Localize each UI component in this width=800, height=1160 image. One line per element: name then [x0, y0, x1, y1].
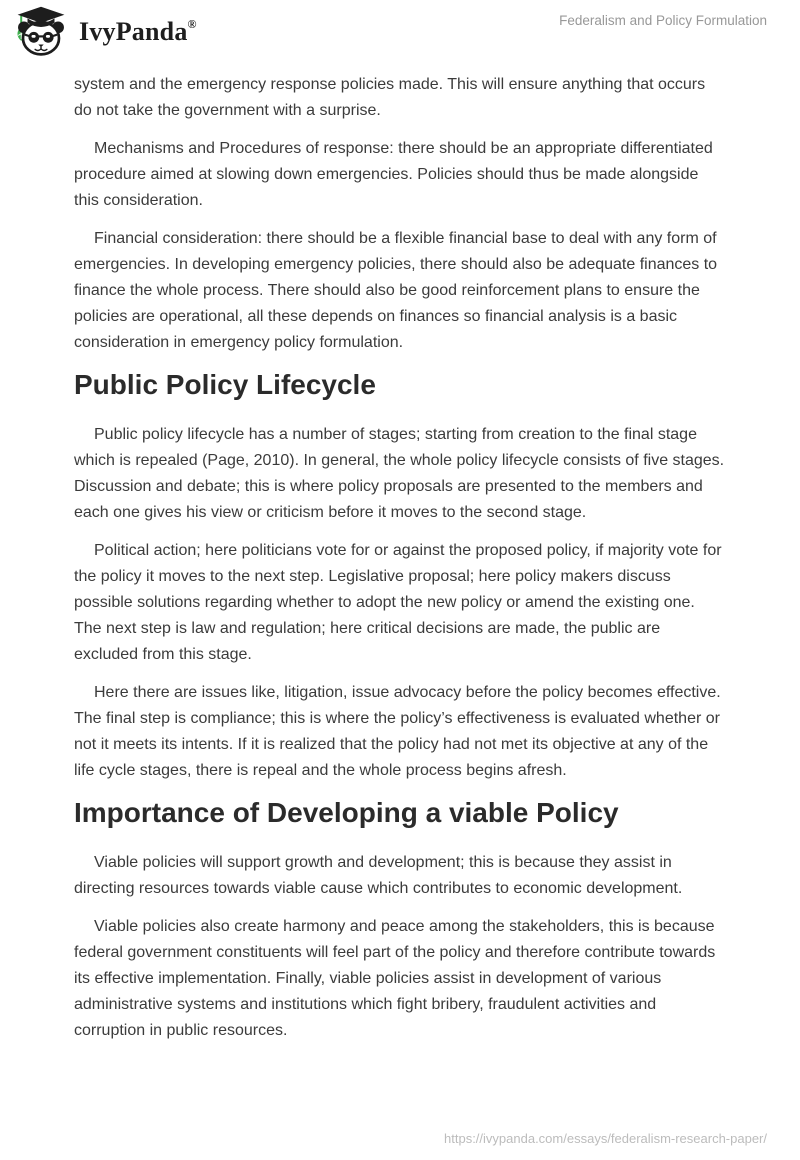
- section-heading: Public Policy Lifecycle: [74, 369, 376, 400]
- section-public-policy-lifecycle: [74, 368, 726, 784]
- document-body: [0, 62, 800, 1044]
- registered-trademark: ®: [187, 16, 197, 31]
- paragraph: Viable policies will support growth and development; this is because they assist in directing resources towards viable cause which contributes to economic development.: [74, 854, 683, 897]
- brand-name-text: IvyPanda: [79, 16, 188, 46]
- paragraph: system and the emergency response policies made. This will ensure anything that occurs do not take the government with a surprise.: [74, 76, 706, 119]
- page-header: [0, 0, 800, 62]
- document-title: Federalism and Policy Formulation: [559, 13, 767, 28]
- brand-name: [79, 18, 197, 45]
- paragraph: Mechanisms and Procedures of response: there should be an appropriate differentiated procedure aimed at slowing down emergencies. Policies should thus be made alongside this consideration.: [74, 140, 713, 209]
- section-importance-viable-policy: [74, 796, 726, 1044]
- paragraph: Here there are issues like, litigation, issue advocacy before the policy becomes effective. The final step is compliance; this is where the policy’s effectiveness is evaluated whether or not it meets its intents. If it is realized that the policy had not met its objective at any of the life cycle stages, there is repeal and the whole process begins afresh.: [74, 684, 721, 779]
- panda-graduate-icon: [14, 4, 68, 58]
- section-continuation: [74, 72, 726, 356]
- page-footer: [444, 1130, 767, 1148]
- paragraph: Political action; here politicians vote for or against the proposed policy, if majority vote for the policy it moves to the next step. Legislative proposal; here policy makers discuss possible solutions regarding whether to adopt the new policy or amend the existing one. The next step is law and regulation; here critical decisions are made, the public are excluded from this stage.: [74, 542, 722, 663]
- source-url-link[interactable]: https://ivypanda.com/essays/federalism-research-paper/: [444, 1131, 767, 1146]
- ivypanda-logo: [14, 4, 197, 58]
- paragraph: Financial consideration: there should be a flexible financial base to deal with any form of emergencies. In developing emergency policies, there should also be adequate finances to finance the whole process. There should also be good reinforcement plans to ensure the policies are operational, all these depends on finances so financial analysis is a basic consideration in emergency policy formulation.: [74, 230, 718, 351]
- paragraph: Viable policies also create harmony and peace among the stakeholders, this is because federal government constituents will feel part of the policy and therefore contribute towards its effective implementation. Finally, viable policies assist in development of various administrative systems and institutions which fight bribery, fraudulent activities and corruption in public resources.: [74, 918, 716, 1039]
- paragraph: Public policy lifecycle has a number of stages; starting from creation to the final stage which is repealed (Page, 2010). In general, the whole policy lifecycle consists of five stages. Discussion and debate; this is where policy proposals are presented to the members and each one gives his view or criticism before it moves to the second stage.: [74, 426, 725, 521]
- section-heading: Importance of Developing a viable Policy: [74, 797, 619, 828]
